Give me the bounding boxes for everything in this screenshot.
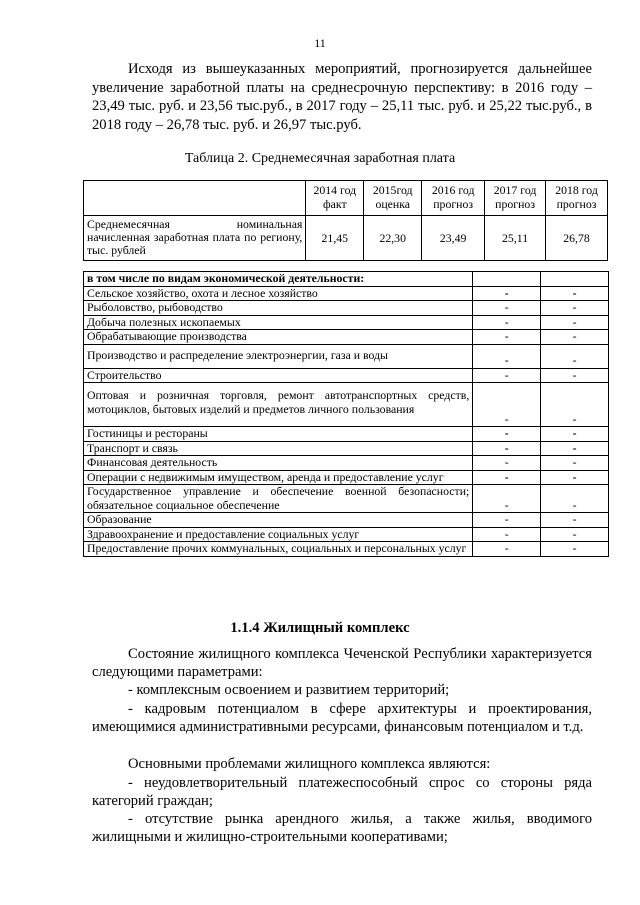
header-2015: 2015год оценка [364, 181, 422, 216]
header-2017: 2017 год прогноз [485, 181, 546, 216]
activity-label: Транспорт и связь [84, 441, 473, 456]
activity-value-b: - [541, 441, 609, 456]
section-paragraph: - отсутствие рынка арендного жилья, а также жилья, вводимого жилищными и жилищно-строительными кооперативами; [92, 811, 592, 845]
activity-value-b: - [541, 368, 609, 383]
activity-value-b: - [541, 383, 609, 427]
activity-value-a: - [473, 315, 541, 330]
table-row [84, 527, 609, 542]
activity-label: Строительство [84, 368, 473, 383]
activity-value-a: - [473, 542, 541, 557]
table-row [84, 301, 609, 316]
table-corner-cell [84, 181, 306, 216]
table-caption: Таблица 2. Среднемесячная заработная плата [184, 151, 456, 166]
activity-value-a: - [473, 427, 541, 442]
header-2016: 2016 год прогноз [422, 181, 485, 216]
activity-label: Оптовая и розничная торговля, ремонт автотранспортных средств, мотоциклов, бытовых изделий и предметов личного пользования [84, 383, 473, 427]
section-paragraph: - комплексным освоением и развитием территорий; [128, 682, 450, 698]
activity-value-b: - [541, 485, 609, 513]
intro-paragraph: Исходя из вышеуказанных мероприятий, прогнозируется дальнейшее увеличение заработной платы на среднесрочную перспективу: в 2016 году – 23,49 тыс. руб. и 23,56 тыс.руб., в 2017 году – 25,11 тыс. руб. и 25,22 тыс.руб., в 2018 году – 26,78 тыс. руб. и 26,97 тыс.руб. [92, 61, 592, 133]
table-row [84, 344, 609, 368]
table-row [84, 216, 608, 261]
activity-label: Добыча полезных ископаемых [84, 315, 473, 330]
activity-label: Предоставление прочих коммунальных, социальных и персональных услуг [84, 542, 473, 557]
activity-value-a: - [473, 456, 541, 471]
activity-value-a: - [473, 527, 541, 542]
value-2015: 22,30 [364, 216, 422, 261]
header-2014: 2014 год факт [306, 181, 364, 216]
table-row [84, 272, 609, 287]
activity-value-b: - [541, 344, 609, 368]
activity-value-a: - [473, 301, 541, 316]
activity-value-a: - [473, 485, 541, 513]
activity-value-b: - [541, 315, 609, 330]
table-row [84, 513, 609, 528]
activity-value-a: - [473, 513, 541, 528]
activity-label: Финансовая деятельность [84, 456, 473, 471]
section-paragraph: - неудовлетворительный платежеспособный спрос со стороны ряда категорий граждан; [92, 775, 592, 809]
activity-value-a: - [473, 383, 541, 427]
activity-value-a: - [473, 368, 541, 383]
activity-value-b: - [541, 330, 609, 345]
section-paragraph: Основными проблемами жилищного комплекса являются: [128, 756, 491, 772]
value-2016: 23,49 [422, 216, 485, 261]
activity-value-a: - [473, 286, 541, 301]
table-row [84, 456, 609, 471]
table-row [84, 470, 609, 485]
activity-label: Операции с недвижимым имуществом, аренда и предоставление услуг [84, 470, 473, 485]
activity-label: Образование [84, 513, 473, 528]
activity-value-b: - [541, 527, 609, 542]
table-row [84, 315, 609, 330]
activity-label: Производство и распределение электроэнергии, газа и воды [84, 344, 473, 368]
section-paragraph: Состояние жилищного комплекса Чеченской Республики характеризуется следующими параметрами: [92, 646, 592, 680]
table-row [84, 330, 609, 345]
activity-value-a: - [473, 344, 541, 368]
value-2017: 25,11 [485, 216, 546, 261]
header-2018: 2018 год прогноз [546, 181, 608, 216]
activity-value-b: - [541, 542, 609, 557]
value-2014: 21,45 [306, 216, 364, 261]
section-paragraph: - кадровым потенциалом в сфере архитектуры и проектирования, имеющимися административными ресурсами, финансовым потенциалом и т.д. [92, 701, 592, 735]
value-2018: 26,78 [546, 216, 608, 261]
activity-cell [473, 272, 541, 287]
section-heading: 1.1.4 Жилищный комплекс [230, 620, 410, 636]
table-row [84, 383, 609, 427]
table-row [84, 286, 609, 301]
activity-label: Сельское хозяйство, охота и лесное хозяйство [84, 286, 473, 301]
activity-value-b: - [541, 286, 609, 301]
page-number: 11 [314, 36, 326, 50]
salary-table [83, 180, 608, 261]
table-row [84, 441, 609, 456]
activity-value-b: - [541, 301, 609, 316]
activity-label: Государственное управление и обеспечение военной безопасности; обязательное социальное обеспечение [84, 485, 473, 513]
activity-value-a: - [473, 470, 541, 485]
activity-cell [541, 272, 609, 287]
activity-label: Гостиницы и рестораны [84, 427, 473, 442]
table-header-row [84, 181, 608, 216]
activity-header: в том числе по видам экономической деятельности: [84, 272, 473, 287]
table-row [84, 542, 609, 557]
table-row [84, 368, 609, 383]
activity-label: Рыболовство, рыбоводство [84, 301, 473, 316]
activity-value-b: - [541, 456, 609, 471]
activity-label: Здравоохранение и предоставление социальных услуг [84, 527, 473, 542]
activity-table [83, 271, 609, 557]
activity-value-a: - [473, 330, 541, 345]
activity-value-a: - [473, 441, 541, 456]
table-row [84, 485, 609, 513]
row-label-salary: Среднемесячная номинальная начисленная заработная плата по региону, тыс. рублей [84, 216, 306, 261]
table-row [84, 427, 609, 442]
activity-value-b: - [541, 513, 609, 528]
activity-value-b: - [541, 427, 609, 442]
activity-label: Обрабатывающие производства [84, 330, 473, 345]
activity-value-b: - [541, 470, 609, 485]
